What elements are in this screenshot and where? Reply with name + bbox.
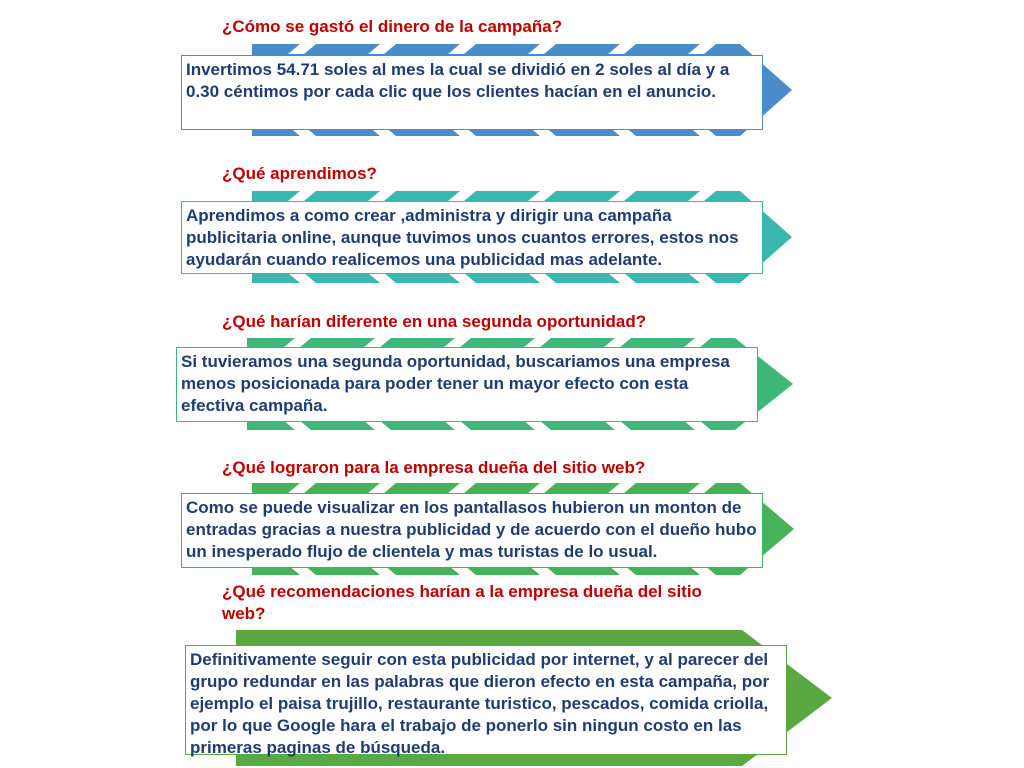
answer-box-5: Definitivamente seguir con esta publicidad por internet, y al parecer del grupo redundar en las palabras que dieron efecto en esta campaña, por ejemplo el paisa trujillo, restaurante turistico, pescados, comida criolla, por lo que Google hara el trabajo de ponerlo sin ningun costo en las primeras paginas de búsqueda. (185, 645, 787, 755)
answer-box-1: Invertimos 54.71 soles al mes la cual se dividió en 2 soles al día y a 0.30 céntimos por cada clic que los clientes hacían en el anuncio. (181, 55, 763, 130)
answer-box-2: Aprendimos a como crear ,administra y dirigir una campaña publicitaria online, aunque tuvimos unos cuantos errores, estos nos ayudarán cuando realicemos una publicidad mas adelante. (181, 201, 763, 274)
answer-box-4: Como se puede visualizar en los pantallasos hubieron un monton de entradas gracias a nuestra publicidad y de acuerdo con el dueño hubo un inesperado flujo de clientela y mas turistas de lo usual. (181, 493, 763, 568)
answer-box-3: Si tuvieramos una segunda oportunidad, buscariamos una empresa menos posicionada para poder tener un mayor efecto con esta efectiva campaña. (176, 347, 758, 422)
question-4: ¿Qué lograron para la empresa dueña del sitio web? (222, 458, 646, 477)
question-2: ¿Qué aprendimos? (222, 164, 377, 183)
question-1: ¿Cómo se gastó el dinero de la campaña? (222, 17, 563, 36)
question-3: ¿Qué harían diferente en una segunda oportunidad? (222, 312, 647, 331)
question-5: ¿Qué recomendaciones harían a la empresa dueña del sitio web? (222, 582, 702, 623)
